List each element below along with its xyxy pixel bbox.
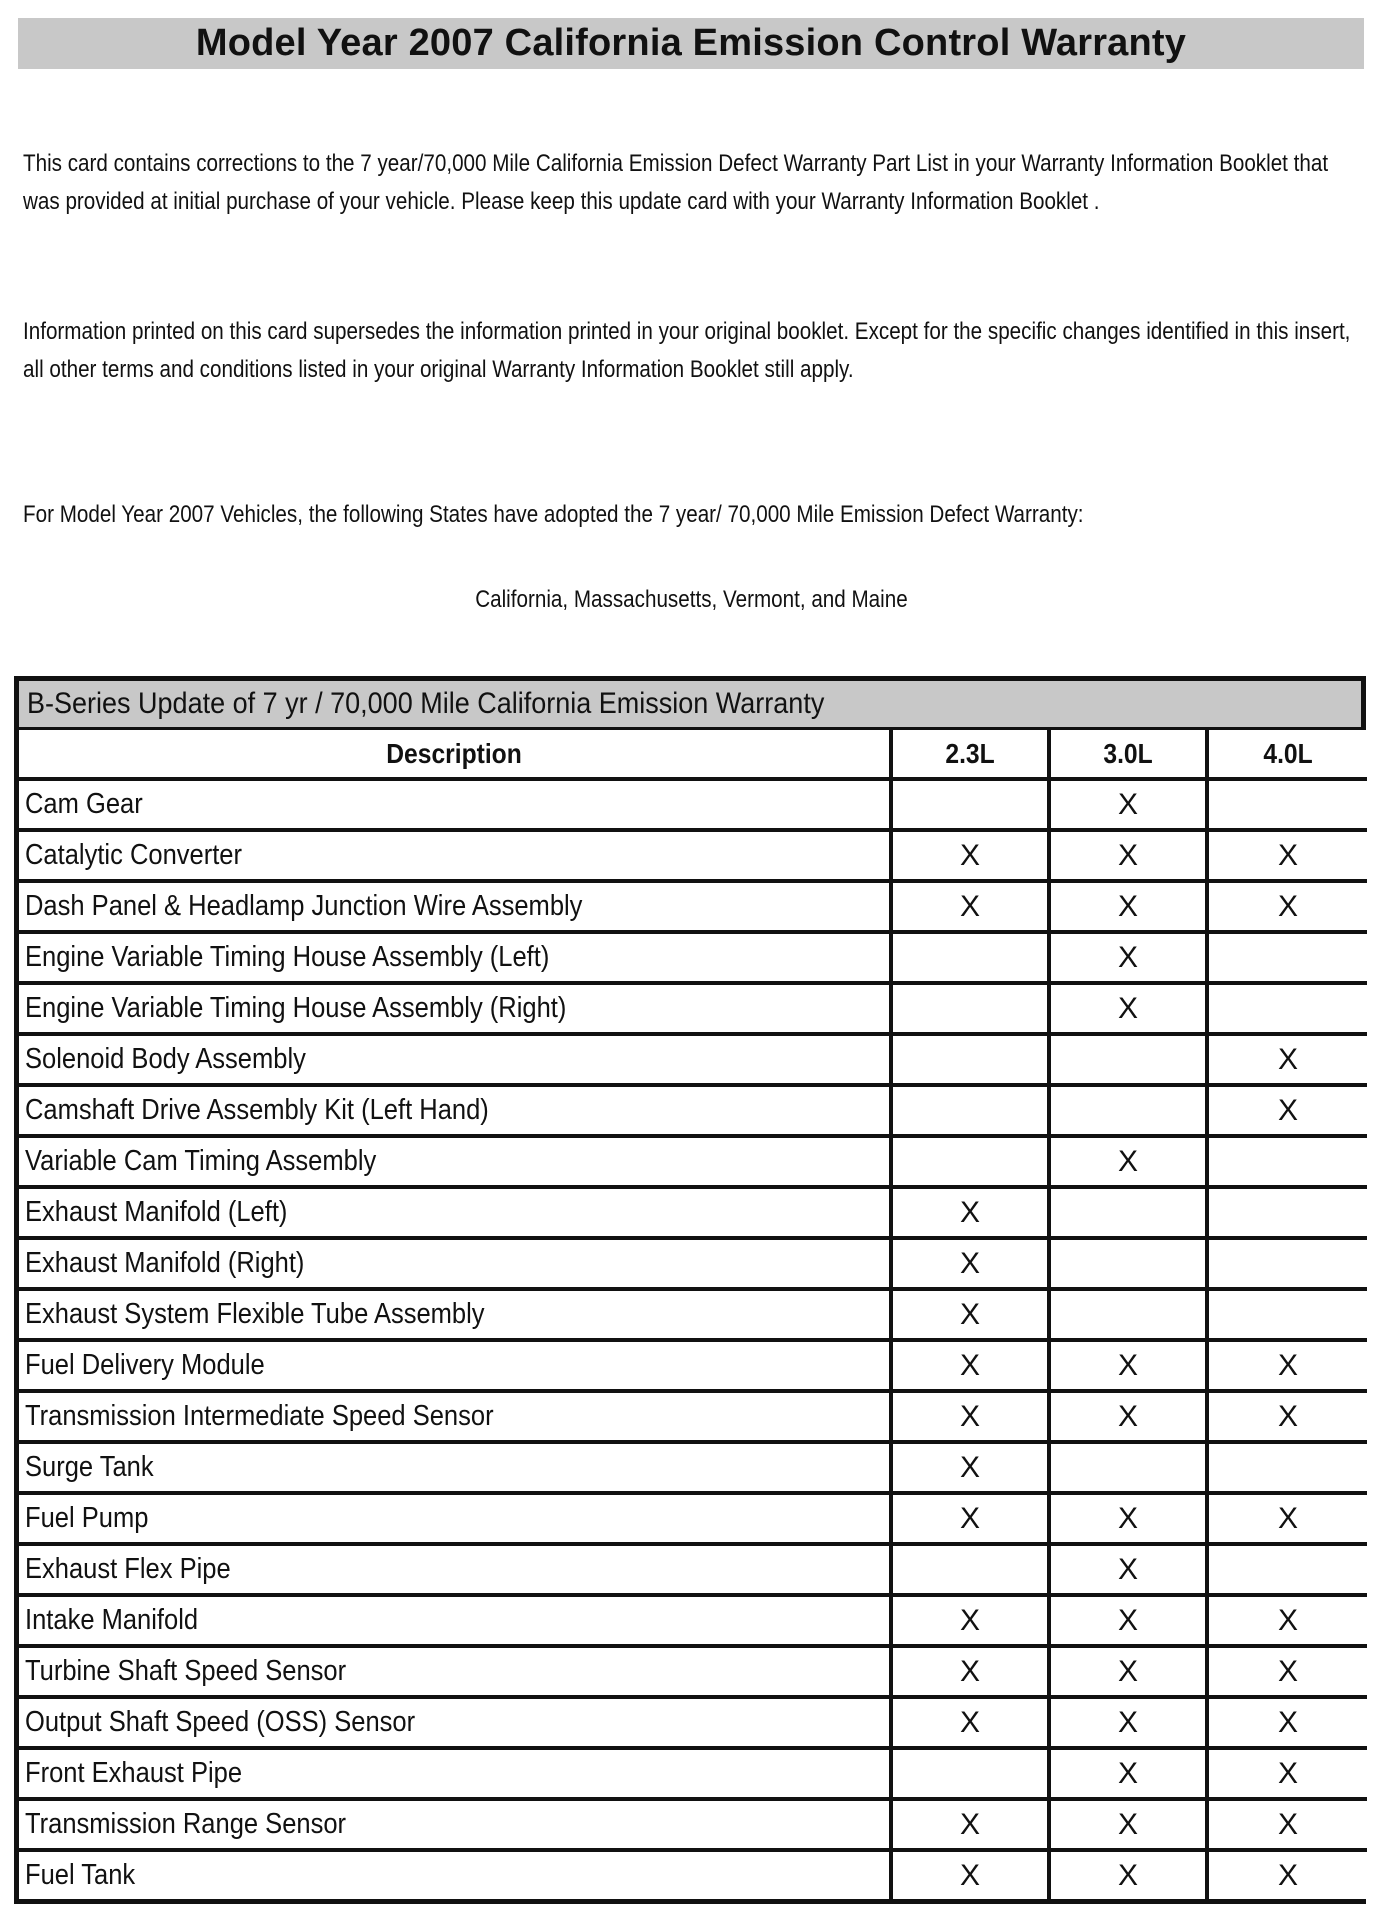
part-description-cell	[19, 781, 893, 832]
part-description-cell	[19, 1546, 893, 1597]
mark-4-0l: X	[1209, 1393, 1367, 1444]
mark-2-3l	[893, 1750, 1051, 1801]
table-row	[19, 1597, 1367, 1648]
part-description: Fuel Pump	[25, 1502, 149, 1534]
table-row	[19, 781, 1367, 832]
mark-2-3l: X	[893, 1444, 1051, 1495]
header-4-0l: 4.0L	[1209, 730, 1367, 781]
table-row	[19, 1699, 1367, 1750]
mark-4-0l	[1209, 1240, 1367, 1291]
table-body	[19, 781, 1367, 1899]
part-description-cell	[19, 1648, 893, 1699]
title-bar	[18, 18, 1364, 69]
table-header-row	[19, 730, 1367, 781]
table-row	[19, 1495, 1367, 1546]
part-description-cell	[19, 1240, 893, 1291]
mark-3-0l: X	[1051, 1495, 1209, 1546]
mark-3-0l: X	[1051, 883, 1209, 934]
part-description: Exhaust Flex Pipe	[25, 1553, 231, 1585]
mark-2-3l: X	[893, 1852, 1051, 1899]
header-3-0l: 3.0L	[1051, 730, 1209, 781]
mark-2-3l	[893, 1138, 1051, 1189]
mark-4-0l: X	[1209, 1342, 1367, 1393]
part-description-cell	[19, 1699, 893, 1750]
mark-4-0l	[1209, 1189, 1367, 1240]
mark-2-3l: X	[893, 1240, 1051, 1291]
states-intro-paragraph: For Model Year 2007 Vehicles, the following States have adopted the 7 year/ 70,000 Mile Emission Defect Warranty:	[23, 501, 1084, 528]
part-description-cell	[19, 1189, 893, 1240]
table-row	[19, 1393, 1367, 1444]
table-row	[19, 1036, 1367, 1087]
mark-4-0l: X	[1209, 1648, 1367, 1699]
table-row	[19, 1648, 1367, 1699]
mark-2-3l	[893, 1036, 1051, 1087]
table-row	[19, 1342, 1367, 1393]
part-description: Transmission Range Sensor	[25, 1808, 347, 1840]
mark-3-0l: X	[1051, 1648, 1209, 1699]
mark-2-3l: X	[893, 832, 1051, 883]
table-title-bar	[19, 681, 1361, 730]
part-description-cell	[19, 1750, 893, 1801]
table-row	[19, 883, 1367, 934]
part-description: Intake Manifold	[25, 1604, 199, 1636]
warranty-table-container	[14, 676, 1366, 1904]
mark-3-0l	[1051, 1036, 1209, 1087]
table-row	[19, 832, 1367, 883]
mark-4-0l: X	[1209, 1699, 1367, 1750]
mark-3-0l: X	[1051, 985, 1209, 1036]
mark-3-0l: X	[1051, 934, 1209, 985]
mark-2-3l: X	[893, 1291, 1051, 1342]
table-row	[19, 985, 1367, 1036]
part-description-cell	[19, 1597, 893, 1648]
mark-3-0l: X	[1051, 832, 1209, 883]
table-row	[19, 1138, 1367, 1189]
mark-4-0l: X	[1209, 883, 1367, 934]
part-description-cell	[19, 1444, 893, 1495]
mark-3-0l: X	[1051, 1342, 1209, 1393]
mark-3-0l: X	[1051, 1801, 1209, 1852]
mark-3-0l: X	[1051, 1393, 1209, 1444]
part-description-cell	[19, 1393, 893, 1444]
part-description-cell	[19, 1087, 893, 1138]
mark-3-0l: X	[1051, 1138, 1209, 1189]
states-list: California, Massachusetts, Vermont, and Maine	[474, 586, 908, 613]
part-description: Solenoid Body Assembly	[25, 1043, 306, 1075]
intro-paragraph: This card contains corrections to the 7 year/70,000 Mile California Emission Defect Warranty Part List in your Warranty Information Booklet that was provided at initial purchase of your vehicle. Please keep this update card with your Warranty Information Booklet .	[23, 150, 1329, 215]
mark-2-3l: X	[893, 1495, 1051, 1546]
mark-3-0l: X	[1051, 1546, 1209, 1597]
part-description-cell	[19, 1291, 893, 1342]
part-description-cell	[19, 1495, 893, 1546]
mark-3-0l: X	[1051, 1750, 1209, 1801]
part-description-cell	[19, 1342, 893, 1393]
table-row	[19, 934, 1367, 985]
mark-3-0l	[1051, 1444, 1209, 1495]
part-description: Dash Panel & Headlamp Junction Wire Assembly	[25, 890, 583, 922]
mark-4-0l: X	[1209, 1087, 1367, 1138]
mark-3-0l: X	[1051, 1699, 1209, 1750]
part-description: Camshaft Drive Assembly Kit (Left Hand)	[25, 1094, 489, 1126]
mark-2-3l: X	[893, 1648, 1051, 1699]
mark-2-3l: X	[893, 1342, 1051, 1393]
mark-4-0l: X	[1209, 1036, 1367, 1087]
part-description: Exhaust Manifold (Left)	[25, 1196, 288, 1228]
table-row	[19, 1189, 1367, 1240]
part-description: Exhaust Manifold (Right)	[25, 1247, 305, 1279]
part-description: Fuel Delivery Module	[25, 1349, 265, 1381]
mark-4-0l	[1209, 781, 1367, 832]
mark-4-0l	[1209, 985, 1367, 1036]
mark-3-0l: X	[1051, 1852, 1209, 1899]
part-description-cell	[19, 1138, 893, 1189]
part-description: Front Exhaust Pipe	[25, 1757, 243, 1789]
mark-2-3l: X	[893, 1189, 1051, 1240]
part-description: Output Shaft Speed (OSS) Sensor	[25, 1706, 416, 1738]
table-row	[19, 1291, 1367, 1342]
part-description: Variable Cam Timing Assembly	[25, 1145, 377, 1177]
part-description: Catalytic Converter	[25, 839, 243, 871]
mark-2-3l	[893, 1546, 1051, 1597]
table-row	[19, 1546, 1367, 1597]
part-description-cell	[19, 883, 893, 934]
part-description: Transmission Intermediate Speed Sensor	[25, 1400, 494, 1432]
part-description: Surge Tank	[25, 1451, 154, 1483]
mark-2-3l: X	[893, 1699, 1051, 1750]
supersede-paragraph: Information printed on this card supersedes the information printed in your original booklet. Except for the specific changes identified in this insert, all other terms and conditions listed in your original Warranty Information Booklet still apply.	[23, 318, 1351, 383]
mark-3-0l	[1051, 1189, 1209, 1240]
part-description-cell	[19, 934, 893, 985]
mark-2-3l	[893, 1087, 1051, 1138]
mark-2-3l	[893, 934, 1051, 985]
part-description: Exhaust System Flexible Tube Assembly	[25, 1298, 485, 1330]
mark-2-3l	[893, 985, 1051, 1036]
part-description-cell	[19, 1801, 893, 1852]
table-row	[19, 1852, 1367, 1899]
mark-3-0l	[1051, 1291, 1209, 1342]
part-description: Cam Gear	[25, 788, 143, 820]
part-description: Engine Variable Timing House Assembly (Right)	[25, 992, 567, 1024]
mark-4-0l: X	[1209, 1495, 1367, 1546]
mark-4-0l	[1209, 1444, 1367, 1495]
part-description: Engine Variable Timing House Assembly (Left)	[25, 941, 550, 973]
mark-4-0l: X	[1209, 832, 1367, 883]
table-row	[19, 1750, 1367, 1801]
part-description-cell	[19, 1852, 893, 1899]
document-title: Model Year 2007 California Emission Control Warranty	[195, 22, 1187, 64]
mark-4-0l: X	[1209, 1597, 1367, 1648]
mark-3-0l	[1051, 1240, 1209, 1291]
mark-4-0l	[1209, 1138, 1367, 1189]
part-description-cell	[19, 1036, 893, 1087]
mark-3-0l	[1051, 1087, 1209, 1138]
mark-4-0l	[1209, 934, 1367, 985]
mark-4-0l: X	[1209, 1852, 1367, 1899]
header-description: Description	[19, 730, 893, 781]
mark-2-3l	[893, 781, 1051, 832]
table-row	[19, 1240, 1367, 1291]
mark-3-0l: X	[1051, 781, 1209, 832]
part-description: Turbine Shaft Speed Sensor	[25, 1655, 347, 1687]
mark-2-3l: X	[893, 1801, 1051, 1852]
mark-2-3l: X	[893, 883, 1051, 934]
header-2-3l: 2.3L	[893, 730, 1051, 781]
mark-2-3l: X	[893, 1393, 1051, 1444]
part-description-cell	[19, 985, 893, 1036]
mark-4-0l	[1209, 1546, 1367, 1597]
table-title: B-Series Update of 7 yr / 70,000 Mile California Emission Warranty	[27, 687, 825, 720]
part-description: Fuel Tank	[25, 1859, 136, 1891]
mark-2-3l: X	[893, 1597, 1051, 1648]
table-row	[19, 1444, 1367, 1495]
warranty-parts-table	[19, 730, 1367, 1899]
mark-4-0l	[1209, 1291, 1367, 1342]
table-row	[19, 1801, 1367, 1852]
mark-3-0l: X	[1051, 1597, 1209, 1648]
mark-4-0l: X	[1209, 1750, 1367, 1801]
states-line	[0, 581, 1382, 619]
mark-4-0l: X	[1209, 1801, 1367, 1852]
part-description-cell	[19, 832, 893, 883]
table-row	[19, 1087, 1367, 1138]
